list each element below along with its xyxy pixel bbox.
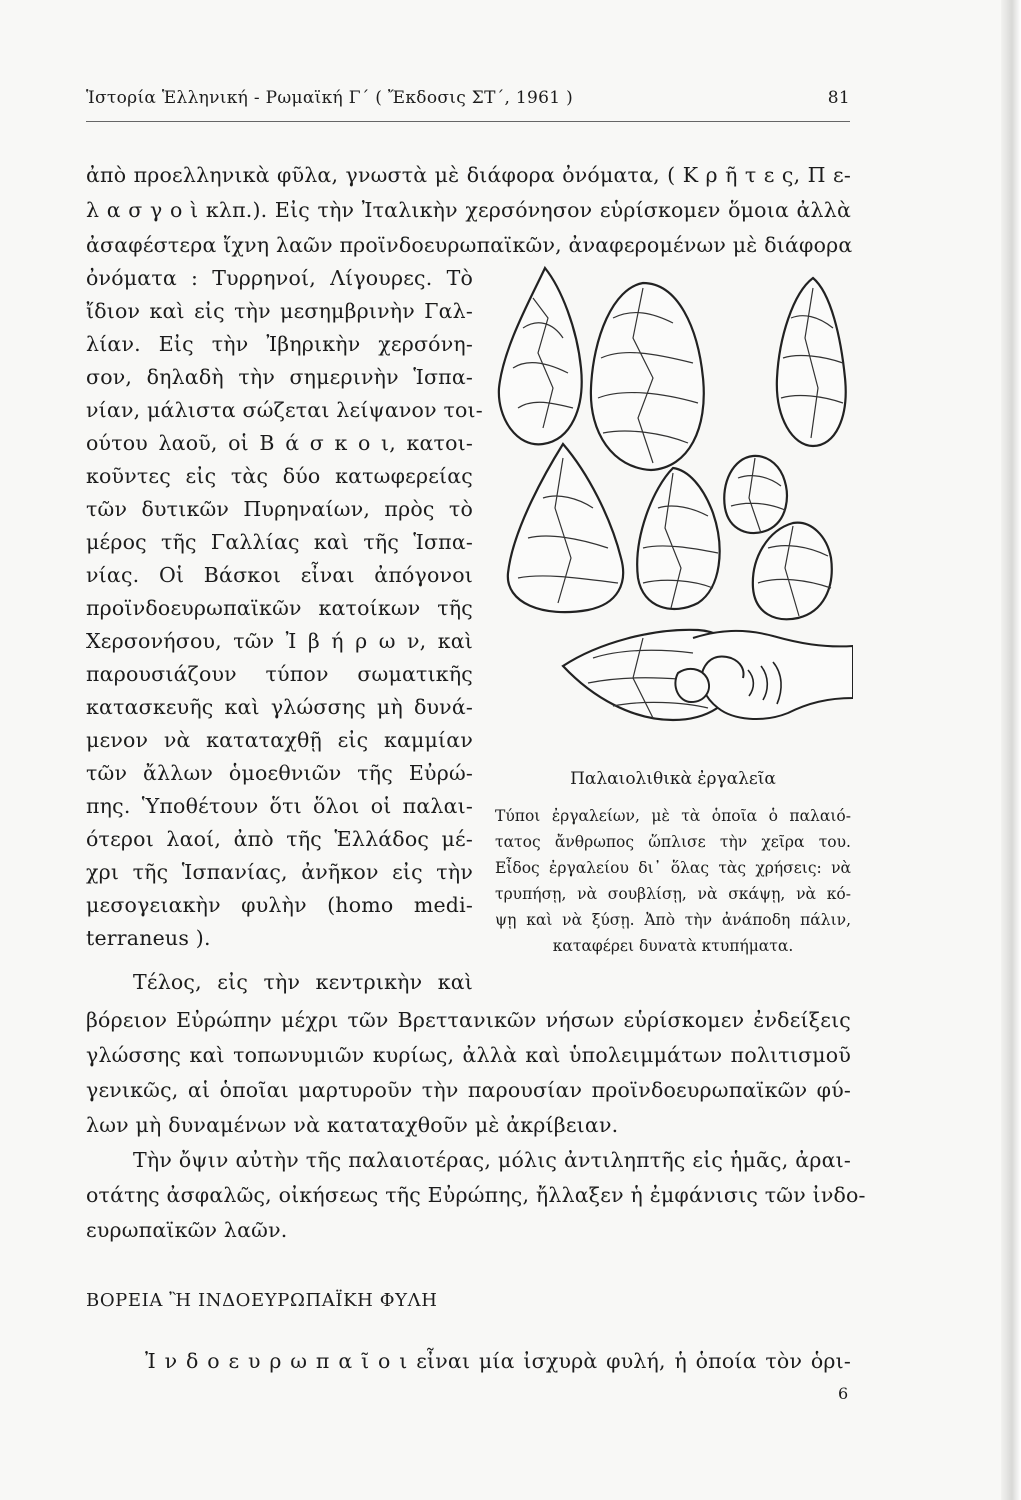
thumb	[675, 669, 709, 702]
handaxe-1	[499, 268, 582, 444]
body-line: ὀνόματα : Τυρρηνοί, Λίγουρες. Τὸ	[86, 266, 473, 290]
hand	[693, 631, 853, 719]
body-line: γλώσσης καὶ τοπωνυμιῶν κυρίως, ἀλλὰ καὶ ὑπολειμμάτων πολιτισμοῦ	[86, 1043, 851, 1067]
running-title: Ἱστορία Ἑλληνική - Ρωμαϊκή Γ΄ ( Ἔκδοσις ΣΤ΄, 1961 )	[86, 88, 574, 108]
caption-line: καταφέρει δυνατὰ κτυπήματα.	[552, 937, 794, 955]
body-line: σον, δηλαδὴ τὴν σημερινὴν Ἱσπα-	[86, 365, 473, 389]
body-line: χρι τῆς Ἱσπανίας, ἀνῆκον εἰς τὴν	[86, 860, 473, 884]
section-heading: ΒΟΡΕΙΑ Ἢ ΙΝΔΟΕΥΡΩΠΑΪΚΗ ΦΥΛΗ	[86, 1290, 438, 1311]
body-line: ότεροι λαοί, ἀπὸ τῆς Ἑλλάδος μέ-	[86, 827, 473, 851]
body-line: νίας. Οἱ Βάσκοι εἶναι ἀπόγονοι	[86, 563, 473, 587]
caption-line: ψῃ καὶ νὰ ξύσῃ. Ἀπὸ τὴν ἀνάποδη πάλιν,	[495, 911, 851, 929]
body-line: ἀπὸ προελληνικὰ φῦλα, γνωστὰ μὲ διάφορα ὀνόματα, ( Κ ρ ῆ τ ε ς, Π ε-	[86, 163, 851, 187]
body-line: λ α σ γ ο ὶ κλπ.). Εἰς τὴν Ἰταλικὴν χερσόνησον εὑρίσκομεν ὅμοια ἀλλὰ	[86, 198, 851, 222]
body-line: πης. Ὑποθέτουν ὅτι ὅλοι οἱ παλαι-	[86, 794, 473, 818]
signature-mark: 6	[838, 1384, 849, 1403]
stone-tools-illustration	[493, 258, 853, 758]
handaxe-5	[637, 468, 719, 609]
handaxe-4	[508, 444, 623, 612]
body-line: βόρειον Εὐρώπην μέχρι τῶν Βρεττανικῶν νήσων εὑρίσκομεν ἐνδείξεις	[86, 1008, 851, 1032]
body-line: οτάτης ἀσφαλῶς, οἰκήσεως τῆς Εὐρώπης, ἤλλαξεν ἡ ἐμφάνισις τῶν ἰνδο-	[86, 1183, 866, 1207]
body-line: λων μὴ δυναμένων νὰ καταταχθοῦν μὲ ἀκρίβειαν.	[86, 1113, 619, 1137]
body-line: Χερσονήσου, τῶν Ἰ β ή ρ ω ν, καὶ	[86, 629, 473, 653]
caption-line: Εἶδος ἐργαλείου δι᾽ ὅλας τὰς χρήσεις: νὰ	[495, 859, 851, 877]
page-number: 81	[827, 88, 850, 108]
body-line: τῶν ἄλλων ὁμοεθνιῶν τῆς Εὐρώ-	[86, 761, 473, 785]
figure-title: Παλαιολιθικὰ ἐργαλεῖα	[570, 769, 776, 789]
running-header	[86, 88, 850, 108]
body-line: μεσογειακὴν φυλὴν (homo medi-	[86, 893, 473, 917]
header-rule	[86, 121, 850, 122]
body-line: γενικῶς, αἱ ὁποῖαι μαρτυροῦν τὴν παρουσίαν προϊνδοευρωπαϊκῶν φύ-	[86, 1078, 851, 1102]
caption-line: τατος ἄνθρωπος ὥπλισε τὴν χεῖρα του.	[495, 833, 851, 851]
body-line: λίαν. Εἰς τὴν Ἰβηρικὴν χερσόνη-	[86, 332, 473, 356]
body-line: νίαν, μάλιστα σώζεται λείψανον τοι-	[86, 398, 483, 422]
body-line: μέρος τῆς Γαλλίας καὶ τῆς Ἱσπα-	[86, 530, 473, 554]
body-line: ἀσαφέστερα ἴχνη λαῶν προϊνδοευρωπαϊκῶν, ἀναφερομένων μὲ διάφορα	[86, 233, 853, 257]
body-line: Ἰ ν δ ο ε υ ρ ω π α ῖ ο ι εἶναι μία ἰσχυρὰ φυλή, ἡ ὁποία τὸν ὁρι-	[145, 1349, 851, 1373]
body-line: παρουσιάζουν τύπον σωματικῆς	[86, 662, 473, 686]
body-line: ευρωπαϊκῶν λαῶν.	[86, 1218, 288, 1242]
caption-line: Τύποι ἐργαλείων, μὲ τὰ ὁποῖα ὁ παλαιό-	[495, 807, 851, 825]
handaxe-7	[753, 523, 832, 620]
body-line: ἴδιον καὶ εἰς τὴν μεσημβρινὴν Γαλ-	[86, 299, 473, 323]
caption-line: τρυπήσῃ, νὰ σουβλίσῃ, νὰ σκάψῃ, νὰ κό-	[495, 885, 851, 903]
body-line: κατασκευῆς καὶ γλώσσης μὴ δυνά-	[86, 695, 473, 719]
body-line: Τέλος, εἰς τὴν κεντρικὴν καὶ	[133, 970, 473, 994]
page-edge	[1001, 0, 1021, 1500]
body-line: προϊνδοευρωπαϊκῶν κατοίκων τῆς	[86, 596, 473, 620]
body-line: τῶν δυτικῶν Πυρηναίων, πρὸς τὸ	[86, 497, 473, 521]
handaxe-6	[724, 456, 787, 533]
body-line: κοῦντες εἰς τὰς δύο κατωφερείας	[86, 464, 473, 488]
body-line: ούτου λαοῦ, οἱ Β ά σ κ ο ι, κατοι-	[86, 431, 473, 455]
body-line: Τὴν ὄψιν αὐτὴν τῆς παλαιοτέρας, μόλις ἀντιληπτῆς εἰς ἡμᾶς, ἀραι-	[133, 1148, 851, 1172]
body-line: μενον νὰ καταταχθῇ εἰς καμμίαν	[86, 728, 473, 752]
body-line: terraneus ).	[86, 926, 211, 950]
